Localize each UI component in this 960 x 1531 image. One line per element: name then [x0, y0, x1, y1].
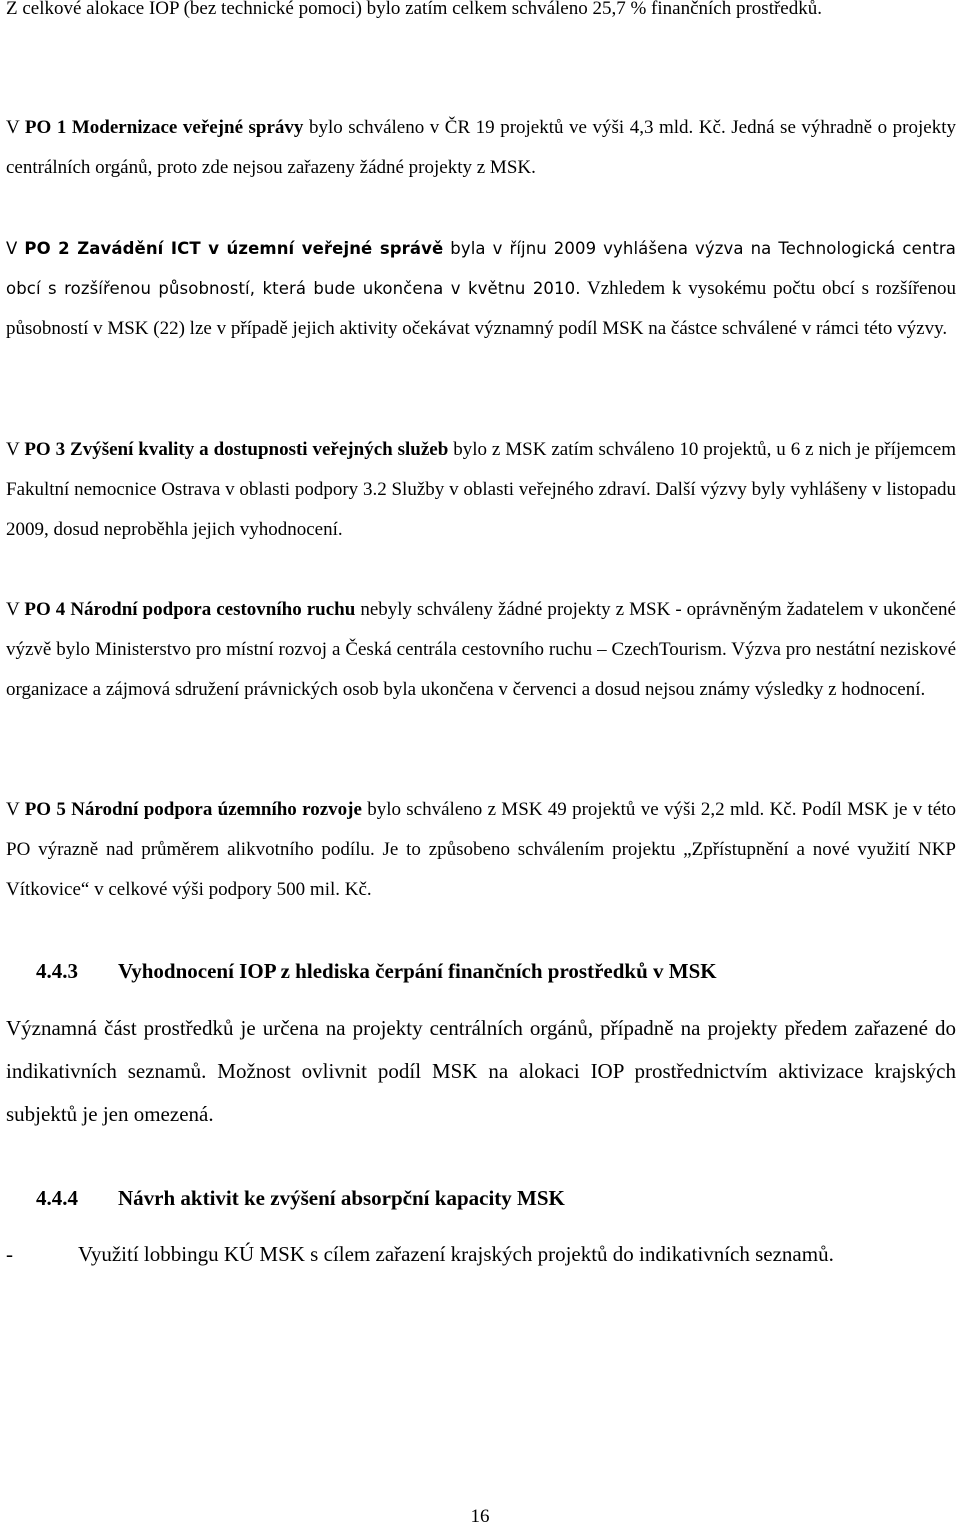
- paragraph-text: Vzhledem k vysokému počtu obcí s rozšířenou působností v MSK (22) lze v případě jejich aktivity očekávat významný podíl MSK na částce schválené v rámci této výzvy.: [6, 278, 956, 339]
- paragraph-text: bylo schváleno z MSK 49 projektů ve výši 2,2 mld. Kč. Podíl MSK je v této PO výrazně nad průměrem alikvotního podílu. Je to způsobeno schválením projektu „Zpřístupnění a nové využití NKP Vítkovice“ v celkové výši podpory 500 mil. Kč.: [6, 799, 956, 900]
- paragraph-text: Z celkové alokace IOP (bez technické pomoci) bylo zatím celkem schváleno 25,7 % finančních prostředků.: [6, 0, 822, 19]
- paragraph-po4: [6, 590, 956, 710]
- po3-title: PO 3 Zvýšení kvality a dostupnosti veřejných služeb: [24, 439, 449, 460]
- section-heading-443: [6, 950, 956, 993]
- paragraph-po1: [6, 108, 956, 188]
- section-title: Vyhodnocení IOP z hlediska čerpání finančních prostředků v MSK: [118, 959, 717, 983]
- po4-title: PO 4 Národní podpora cestovního ruchu: [24, 599, 356, 620]
- paragraph-lead: V: [6, 239, 25, 258]
- paragraph-lead: V: [6, 117, 25, 138]
- po5-title: PO 5 Národní podpora územního rozvoje: [24, 799, 362, 820]
- paragraph-lead: V: [6, 599, 25, 620]
- paragraph-po2: [6, 229, 956, 349]
- paragraph-lead: V: [6, 439, 25, 460]
- po1-title: PO 1 Modernizace veřejné správy: [24, 117, 304, 138]
- paragraph-text: bylo schváleno v ČR 19 projektů ve výši 4,3 mld. Kč. Jedná se výhradně o projekty centrálních orgánů, proto zde nejsou zařazeny žádné projekty z MSK.: [6, 117, 956, 178]
- section-heading-444: [6, 1177, 956, 1220]
- paragraph-text: bylo z MSK zatím schváleno 10 projektů, u 6 z nich je příjemcem Fakultní nemocnice Ostrava v oblasti podpory 3.2 Služby v oblasti veřejného zdraví. Další výzvy byly vyhlášeny v listopadu 2009, dosud neproběhla jejich vyhodnocení.: [6, 439, 956, 540]
- paragraph-po5: [6, 790, 956, 910]
- paragraph-po3: [6, 430, 956, 550]
- list-item-text: Využití lobbingu KÚ MSK s cílem zařazení krajských projektů do indikativních seznamů.: [78, 1242, 834, 1266]
- section-number: 4.4.3: [36, 959, 78, 983]
- paragraph-iop-allocation: [6, 0, 956, 29]
- paragraph-lead: V: [6, 799, 25, 820]
- po2-title: PO 2 Zavádění ICT v územní veřejné správě: [24, 239, 444, 258]
- section-number: 4.4.4: [36, 1186, 78, 1210]
- paragraph-text: Významná část prostředků je určena na projekty centrálních orgánů, případně na projekty předem zařazené do indikativních seznamů. Možnost ovlivnit podíl MSK na alokaci IOP prostřednictvím aktivizace krajských subjektů je jen omezená.: [6, 1016, 956, 1126]
- paragraph-text-sans: byla v říjnu 2009 vyhlášena výzva na Technologická centra obcí s rozšířenou působností, která bude ukončena v květnu 2010.: [6, 239, 956, 298]
- list-dash: -: [6, 1242, 13, 1266]
- section-title: Návrh aktivit ke zvýšení absorpční kapacity MSK: [118, 1186, 565, 1210]
- paragraph-text: nebyly schváleny žádné projekty z MSK - oprávněným žadatelem v ukončené výzvě bylo Ministerstvo pro místní rozvoj a Česká centrála cestovního ruchu – CzechTourism. Výzva pro nestátní neziskové organizace a zájmová sdružení právnických osob byla ukončena v červenci a dosud nejsou známy výsledky z hodnocení.: [6, 599, 956, 700]
- paragraph-443: [6, 1007, 956, 1136]
- list-item: [6, 1232, 956, 1277]
- page-number: 16: [470, 1506, 490, 1527]
